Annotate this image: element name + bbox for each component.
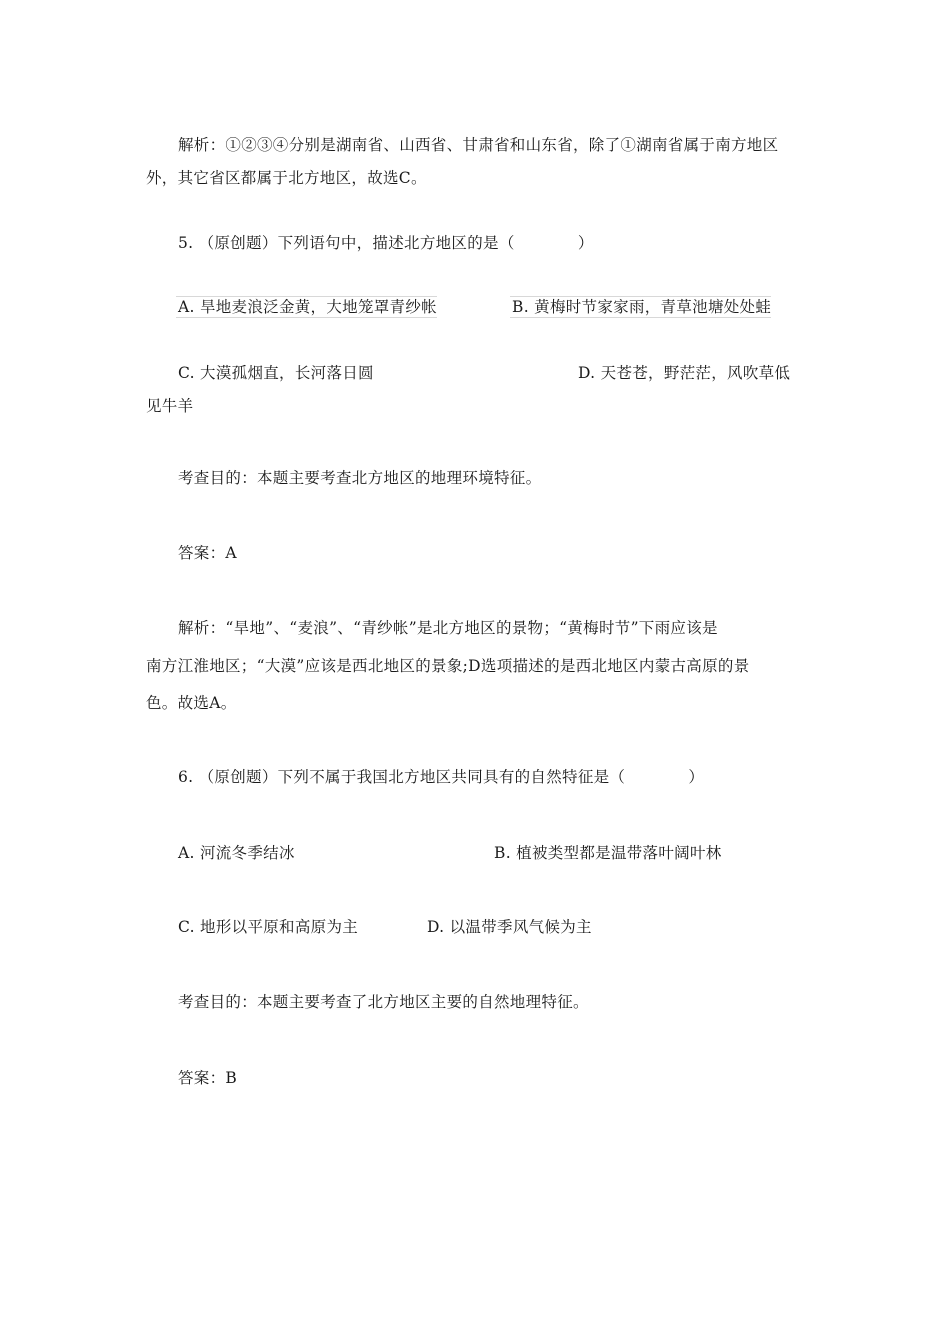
prev-analysis-line-1: 解析：①②③④分别是湖南省、山西省、甘肃省和山东省，除了①湖南省属于南方地区 — [178, 136, 779, 154]
q5-question: 5. （原创题）下列语句中，描述北方地区的是（ ） — [178, 234, 594, 252]
q5-analysis-line-1: 解析：“旱地”、“麦浪”、“青纱帐”是北方地区的景物；“黄梅时节”下雨应该是 — [178, 619, 718, 637]
q5-purpose: 考查目的：本题主要考查北方地区的地理环境特征。 — [178, 469, 542, 487]
prev-analysis-line-2: 外，其它省区都属于北方地区，故选C。 — [146, 169, 427, 187]
q5-option-a: A. 旱地麦浪泛金黄，大地笼罩青纱帐 — [178, 298, 437, 316]
q6-option-b: B. 植被类型都是温带落叶阔叶林 — [494, 844, 722, 862]
q6-option-d: D. 以温带季风气候为主 — [427, 918, 592, 936]
q5-option-b: B. 黄梅时节家家雨，青草池塘处处蛙 — [512, 298, 772, 316]
q6-purpose: 考查目的：本题主要考查了北方地区主要的自然地理特征。 — [178, 993, 589, 1011]
q5-option-c: C. 大漠孤烟直，长河落日圆 — [178, 364, 374, 382]
q6-option-a: A. 河流冬季结冰 — [178, 844, 295, 862]
q5-analysis-line-3: 色。故选A。 — [146, 694, 237, 712]
q5-option-d-line-1: D. 天苍苍，野茫茫，风吹草低 — [578, 364, 791, 382]
q6-question: 6. （原创题）下列不属于我国北方地区共同具有的自然特征是（ ） — [178, 768, 705, 786]
q5-analysis-line-2: 南方江淮地区；“大漠”应该是西北地区的景象;D选项描述的是西北地区内蒙古高原的景 — [146, 657, 750, 675]
q5-answer: 答案：A — [178, 544, 237, 562]
q6-answer: 答案：B — [178, 1069, 238, 1087]
q6-option-c: C. 地形以平原和高原为主 — [178, 918, 359, 936]
q5-option-d-line-2: 见牛羊 — [146, 397, 194, 415]
